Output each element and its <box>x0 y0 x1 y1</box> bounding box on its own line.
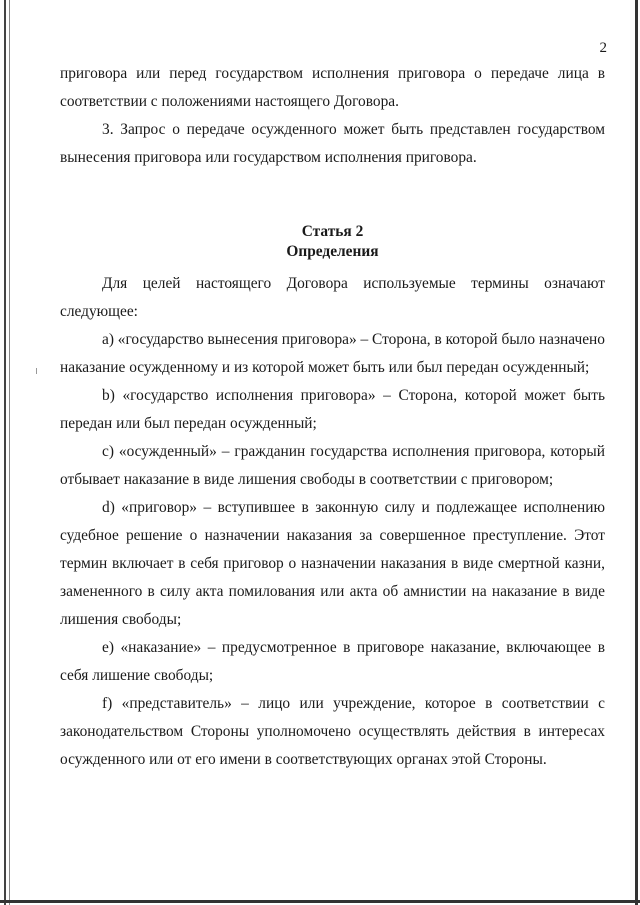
paragraph-item-3: 3. Запрос о передаче осужденного может быть представлен государством вынесения приговора или государством исполнения приговора. <box>60 121 605 166</box>
definition-d: d) «приговор» – вступившее в законную силу и подлежащее исполнению судебное решение о назначении наказания за совершенное преступление. Этот термин включает в себя приговор о назначении наказания в виде смертной казни, замененного в силу акта помилования или акта об амнистии на наказание в виде лишения свободы; <box>60 499 605 628</box>
document-body <box>60 60 605 774</box>
scan-border-right <box>635 0 638 905</box>
definition-a: a) «государство вынесения приговора» – Сторона, в которой было назначено наказание осужденному и из которой может быть или был передан осужденный; <box>60 331 605 376</box>
definition-f: f) «представитель» – лицо или учреждение, которое в соответствии с законодательством Стороны уполномочено осуществлять действия в интересах осужденного или от его имени в соответствующих органах этой Стороны. <box>60 695 605 768</box>
definition-b: b) «государство исполнения приговора» – Сторона, которой может быть передан или был передан осужденный; <box>60 387 605 432</box>
scan-border-left-inner <box>9 0 10 905</box>
article-number: Статья 2 <box>301 223 364 240</box>
scan-border-bottom <box>0 900 640 903</box>
page-number: 2 <box>599 40 607 56</box>
article-title: Определения <box>286 243 379 260</box>
definition-c: c) «осужденный» – гражданин государства исполнения приговора, который отбывает наказание в виде лишения свободы в соответствии с приговором; <box>60 443 605 488</box>
paragraph-intro: Для целей настоящего Договора используемые термины означают следующее: <box>60 275 605 320</box>
scan-border-left <box>4 0 6 905</box>
scan-artifact-mark <box>36 368 37 374</box>
definition-e: e) «наказание» – предусмотренное в приговоре наказание, включающее в себя лишение свободы; <box>60 639 605 684</box>
paragraph-continuation: приговора или перед государством исполнения приговора о передаче лица в соответствии с положениями настоящего Договора. <box>60 65 605 110</box>
